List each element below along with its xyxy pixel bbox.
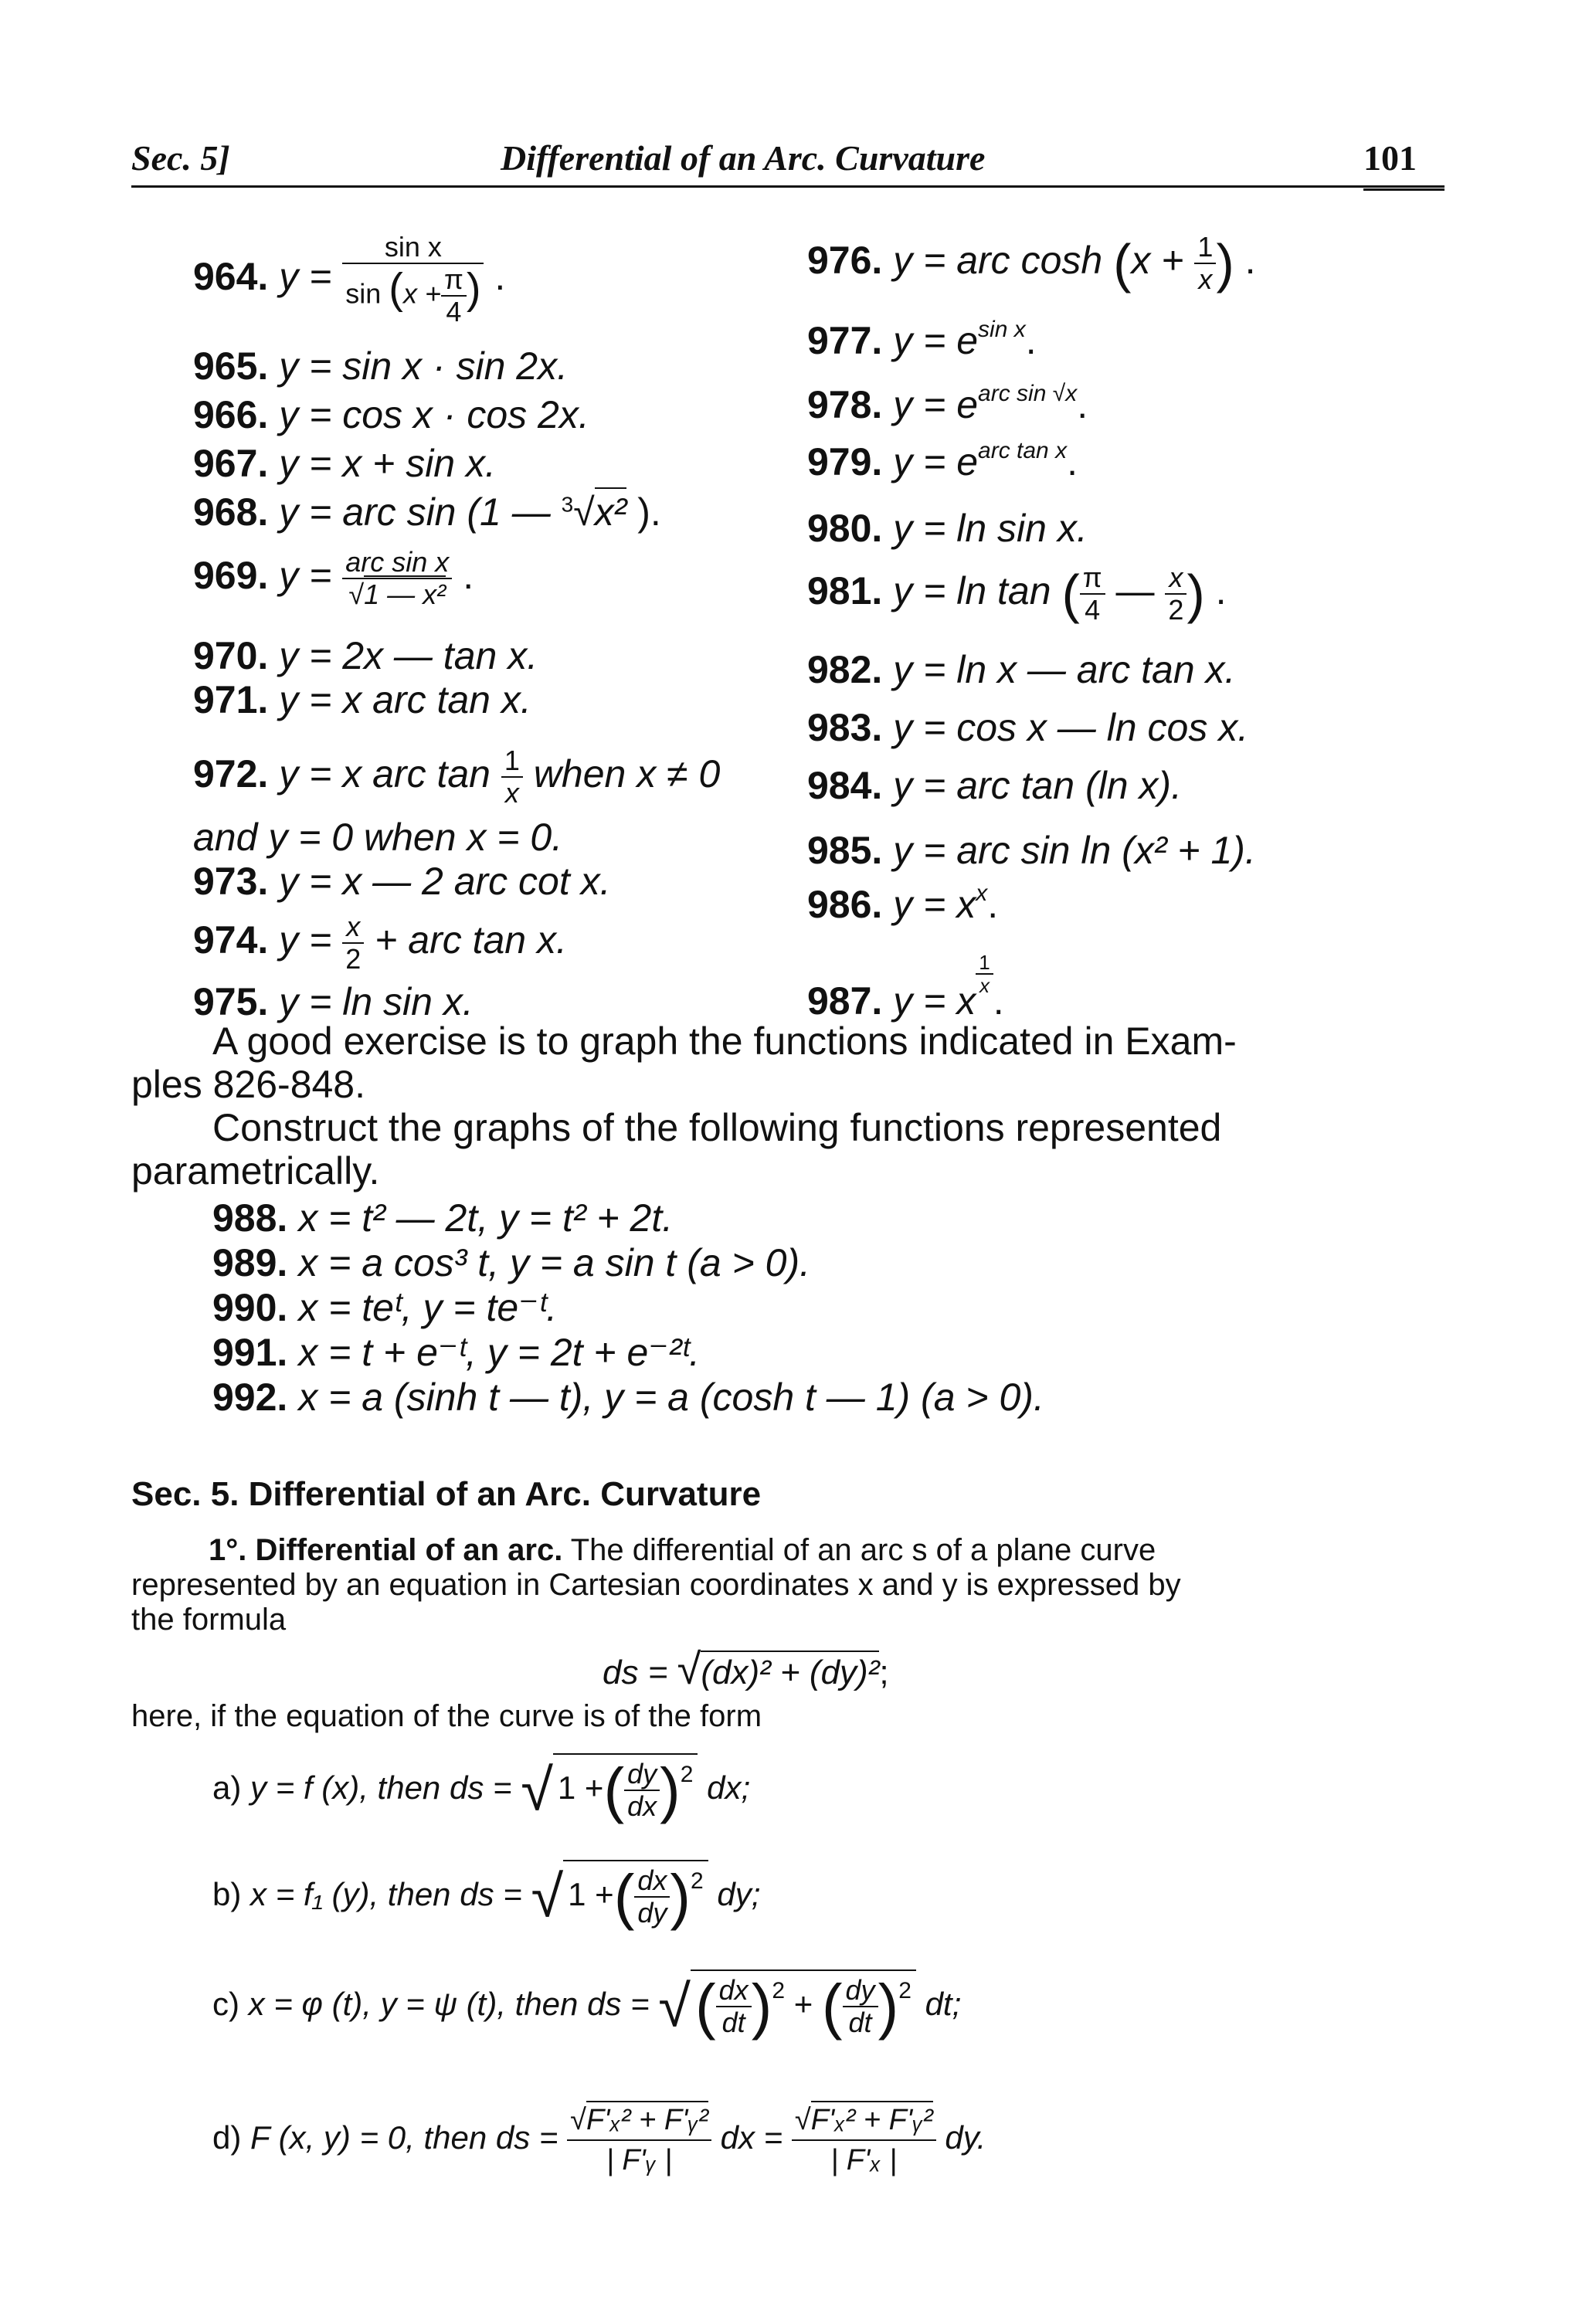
exercise-971: 971. y = x arc tan x. [193,678,531,721]
exercise-973: 973. y = x — 2 arc cot x. [193,860,611,903]
exercise-975: 975. y = ln sin x. [193,980,474,1023]
section-title: Sec. 5. Differential of an Arc. Curvature [131,1475,762,1513]
exercise-972-continued: and y = 0 when x = 0. [193,816,563,859]
exercise-967: 967. y = x + sin x. [193,442,496,485]
exercise-976: 976. y = arc cosh (x + $\frac{1}{x}$ ) . [807,231,1256,295]
exercise-980: 980. y = ln sin x. [807,507,1088,550]
header-title: Differential of an Arc. Curvature [501,138,986,178]
exercise-968: 968. y = arc sin (1 — $^3$√x² ). [193,490,661,534]
header-rule [131,185,1445,188]
exercise-978: 978. $y = e^{arc sin √x}$. [807,381,1088,426]
page-number: 101 [1363,138,1417,178]
exercise-964: 964. y = sin x sin (x + $\frac{\pi}{4}$ ) . [193,231,506,327]
exercise-977: 977. $y = e^{sin x}$. [807,317,1037,362]
exercise-983: 983. y = cos x — ln cos x. [807,706,1249,749]
exercise-966: 966. y = cos x · cos 2x. [193,393,589,436]
page-number-underline [1363,188,1445,191]
case-a: a) y = f (x), then ds = √ 1 +( $\frac{dy}{dx}$ )$^2$ dx; [212,1753,750,1826]
exercise-note-line1: A good exercise is to graph the functions indicated in Exam- [212,1020,1237,1063]
exercise-990: 990. x = teᵗ, y = te⁻ᵗ. [212,1286,558,1329]
exercise-989: 989. x = a cos³ t, y = a sin t (a > 0). [212,1241,811,1284]
exercise-982: 982. y = ln x — arc tan x. [807,648,1236,691]
section-line2: represented by an equation in Cartesian coordinates x and y is expressed by [131,1568,1181,1602]
exercise-979: 979. $y = e^{arc tan x}$. [807,438,1078,483]
case-c: c) x = φ (t), y = ψ (t), then ds = √( $\frac{dx}{dt}$ )$^2$ + ( $\frac{dy}{dt}$ )$^2$ dt; [212,1969,961,2042]
exercise-987: 987. y = x $\frac{1}{x}$ . [807,951,1004,1023]
here-line: here, if the equation of the curve is of the form [131,1699,762,1733]
section-line3: the formula [131,1603,287,1637]
exercise-note-line2: ples 826-848. [131,1063,366,1106]
section-line1: 1°. Differential of an arc. The differential of an arc s of a plane curve [209,1533,1156,1567]
case-d: d) F (x, y) = 0, then ds = $\frac{\text{√F'ₓ² + F'ᵧ²}}{\text{| F'ᵧ |}}$ dx = $\frac{\text{√F'ₓ² + F'ᵧ²}}{\text{| F'ₓ |}}$ dy. [212,2101,986,2180]
exercise-988: 988. x = t² — 2t, y = t² + 2t. [212,1196,674,1240]
parametric-intro-line2: parametrically. [131,1149,380,1193]
exercise-974: 974. y = $\frac{x}{2}$ + arc tan x. [193,911,567,975]
exercise-985: 985. y = arc sin ln (x² + 1). [807,829,1256,872]
header-section-label: Sec. 5] [131,138,230,178]
exercise-969: 969. y = $\frac{\text{arc sin x}}{\text{√1 — x²}}$ . [193,546,474,610]
exercise-970: 970. y = 2x — tan x. [193,634,538,677]
exercise-986: 986. $y = x^x$. [807,880,999,926]
case-b: b) x = f₁ (y), then ds = √ 1 +( $\frac{dx}{dy}$ )$^2$ dy; [212,1860,760,1932]
exercise-965: 965. y = sin x · sin 2x. [193,344,568,388]
exercise-984: 984. y = arc tan (ln x). [807,764,1182,807]
exercise-981: 981. y = ln tan ( $\frac{\pi}{4}$ — $\frac{x}{2}$ ) . [807,561,1227,626]
formula-ds: ds = √(dx)² + (dy)²; [603,1644,889,1693]
exercise-992: 992. x = a (sinh t — t), y = a (cosh t — 1) (a > 0). [212,1376,1044,1419]
exercise-972: 972. y = x arc tan $\frac{1}{x}$ when x ≠ 0 [193,745,721,809]
exercise-991: 991. x = t + e⁻ᵗ, y = 2t + e⁻²ᵗ. [212,1331,701,1374]
parametric-intro-line1: Construct the graphs of the following functions represented [212,1106,1222,1149]
